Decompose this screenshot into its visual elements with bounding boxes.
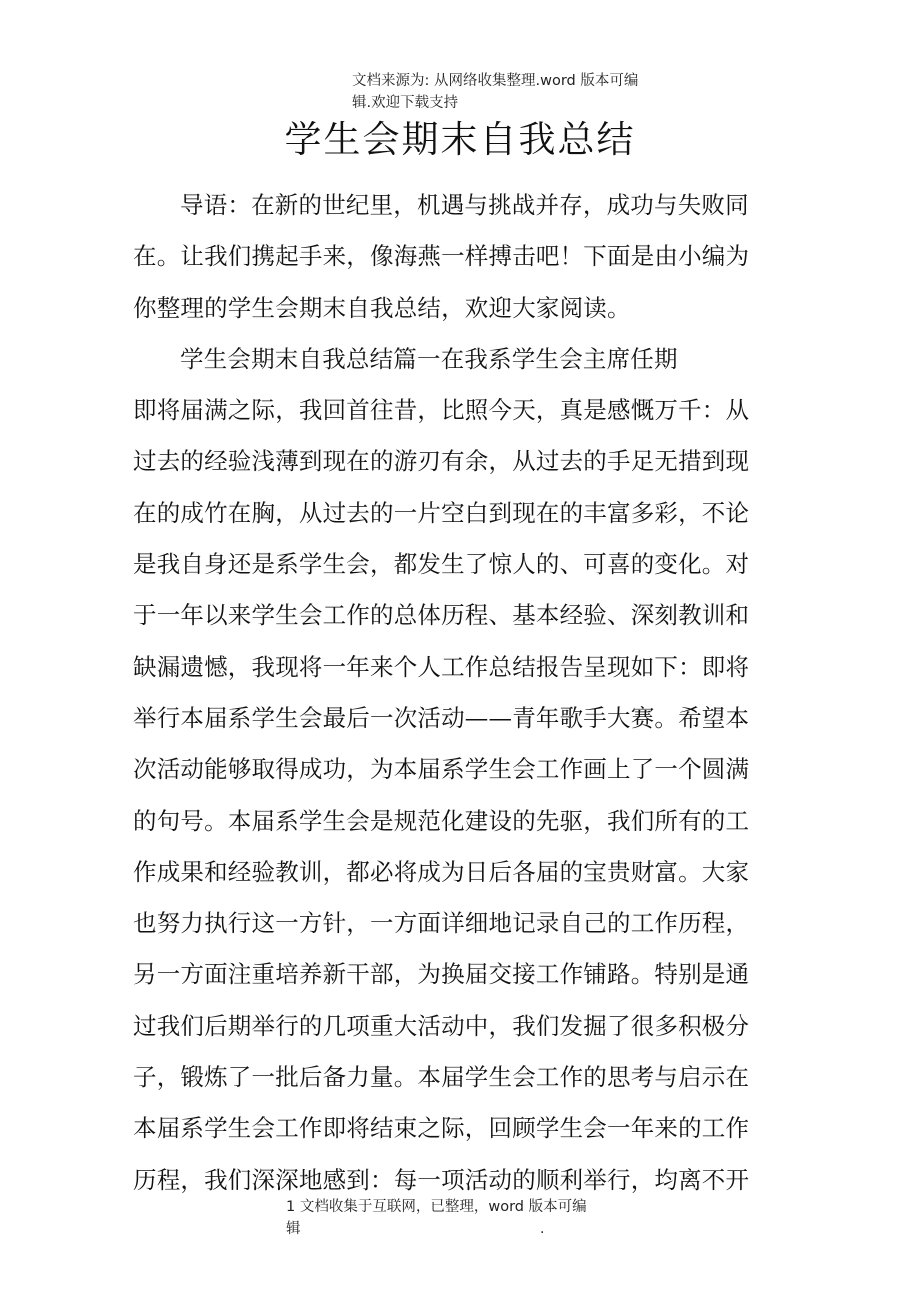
footer-note-line-2: 辑 <box>286 1221 301 1237</box>
footer-note <box>286 1196 646 1240</box>
body-line: 过去的经验浅薄到现在的游刃有余，从过去的手足无措到现 <box>133 447 750 476</box>
header-note-line-1: 文档来源为: 从网络收集整理.word 版本可编 <box>352 73 639 89</box>
body-line: 导语：在新的世纪里，机遇与挑战并存，成功与失败同 <box>180 191 749 219</box>
body-line: 另一方面注重培养新干部，为换届交接工作铺路。特别是通 <box>133 960 750 989</box>
body-line: 缺漏遗憾，我现将一年来个人工作总结报告呈现如下：即将 <box>133 652 750 681</box>
body-line: 作成果和经验教训，都必将成为日后各届的宝贵财富。大家 <box>133 857 750 886</box>
document-body <box>133 180 773 1206</box>
body-line: 过我们后期举行的几项重大活动中，我们发掘了很多积极分 <box>133 1011 750 1040</box>
body-line: 子，锻炼了一批后备力量。本届学生会工作的思考与启示在 <box>133 1063 750 1092</box>
body-line: 于一年以来学生会工作的总体历程、基本经验、深刻教训和 <box>133 601 750 630</box>
body-line: 在。让我们携起手来，像海燕一样搏击吧！下面是由小编为 <box>133 242 750 271</box>
body-line: 历程，我们深深地感到：每一项活动的顺利举行，均离不开 <box>133 1165 750 1194</box>
body-line: 在的成竹在胸，从过去的一片空白到现在的丰富多彩，不论 <box>133 498 750 527</box>
body-line: 是我自身还是系学生会，都发生了惊人的、可喜的变化。对 <box>133 550 750 579</box>
footer-note-line-1: 1 文档收集于互联网，已整理，word 版本可编 <box>286 1199 587 1215</box>
body-line: 即将届满之际，我回首往昔，比照今天，真是感慨万千：从 <box>133 396 750 425</box>
footer-dot: . <box>540 1221 545 1237</box>
body-line: 你整理的学生会期末自我总结，欢迎大家阅读。 <box>133 293 631 322</box>
document-title: 学生会期末自我总结 <box>284 118 636 161</box>
body-line: 也努力执行这一方针，一方面详细地记录自己的工作历程， <box>133 909 750 938</box>
body-line: 学生会期末自我总结篇一在我系学生会主席任期 <box>180 344 678 373</box>
body-line: 次活动能够取得成功，为本届系学生会工作画上了一个圆满 <box>133 755 750 784</box>
body-line: 举行本届系学生会最后一次活动——青年歌手大赛。希望本 <box>133 703 750 732</box>
body-line: 的句号。本届系学生会是规范化建设的先驱，我们所有的工 <box>133 806 750 835</box>
body-line: 本届系学生会工作即将结束之际，回顾学生会一年来的工作 <box>133 1114 750 1143</box>
header-note <box>352 70 692 114</box>
header-note-line-2: 辑.欢迎下载支持 <box>352 95 459 111</box>
